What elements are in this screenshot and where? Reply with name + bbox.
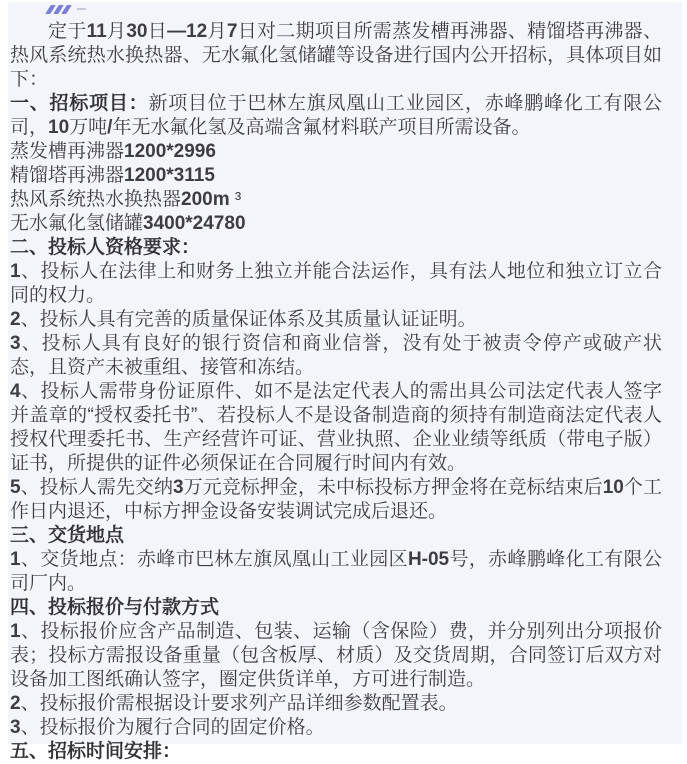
- article-panel: [8, 2, 682, 762]
- para-text: 新项目位于巴林左旗凤凰山工业园区，赤峰鹏峰化工有限公司，10万吨/年无水氟化氢及高端含氟材料联产项目所需设备。: [10, 93, 662, 138]
- para-quotation-3: [10, 716, 662, 740]
- para-text: 3、投标人具有良好的银行资信和商业信誉，没有处于被责令停产或破产状态，且资产未被重组、接管和冻结。: [10, 333, 662, 378]
- para-qualification-4: [10, 380, 662, 476]
- para-text: 1、投标报价应含产品制造、包装、运输（含保险）费，并分别列出分项报价表；投标方需报设备重量（包含板厚、材质）及交货周期，合同签订后双方对设备加工图纸确认签字，圈定供货详单，方可进行制造。: [10, 621, 662, 690]
- para-equipment-storage-tank: [10, 212, 662, 236]
- para-text: 定于11月30日—12月7日对二期项目所需蒸发槽再沸器、精馏塔再沸器、热风系统热水换热器、无水氟化氢储罐等设备进行国内公开招标，具体项目如下：: [10, 21, 662, 90]
- para-text: 5、投标人需先交纳3万元竞标押金，未中标投标方押金将在竞标结束后10个工作日内退还，中标方押金设备安装调试完成后退还。: [10, 477, 662, 522]
- para-text: 4、投标人需带身份证原件、如不是法定代表人的需出具公司法定代表人签字并盖章的“授权委托书”、若投标人不是设备制造商的须持有制造商法定代表人授权代理委托书、生产经营许可证、营业执照、企业业绩等纸质（带电子版）证书，所提供的证件必须保证在合同履行时间内有效。: [10, 381, 662, 474]
- para-qualification-1: [10, 260, 662, 308]
- para-qualification-2: [10, 308, 662, 332]
- para-qualification-3: [10, 332, 662, 380]
- triple-slash-icon: [48, 4, 86, 14]
- para-text: 3、投标报价为履行合同的固定价格。: [10, 717, 325, 738]
- para-text: 2、投标报价需根据设计要求列产品详细参数配置表。: [10, 693, 458, 714]
- section-1-heading: 一、招标项目：: [10, 93, 149, 114]
- para-equipment-evaporator: [10, 140, 662, 164]
- para-quotation-2: [10, 692, 662, 716]
- para-section-3: [10, 524, 662, 548]
- para-text: 精馏塔再沸器1200*3115: [10, 165, 215, 186]
- para-text: 1、投标人在法律上和财务上独立并能合法运作，具有法人地位和独立订立合同的权力。: [10, 261, 662, 306]
- para-text: 无水氟化氢储罐3400*24780: [10, 213, 246, 234]
- para-qualification-5: [10, 476, 662, 524]
- para-text: 2、投标人具有完善的质量保证体系及其质量认证证明。: [10, 309, 477, 330]
- para-section-1: [10, 92, 662, 140]
- para-intro: [10, 20, 662, 92]
- para-equipment-heat-exchanger: [10, 188, 662, 212]
- dash-icon: [77, 8, 86, 10]
- tender-notice-body: [10, 20, 662, 764]
- para-quotation-1: [10, 620, 662, 692]
- section-4-heading: 四、投标报价与付款方式: [10, 597, 220, 618]
- section-5-heading: 五、招标时间安排：: [10, 741, 182, 762]
- para-section-4: [10, 596, 662, 620]
- section-3-heading: 三、交货地点: [10, 525, 125, 546]
- para-text: 蒸发槽再沸器1200*2996: [10, 141, 216, 162]
- para-text: 热风系统热水换热器200m ³: [10, 189, 242, 210]
- para-text: 1、交货地点：赤峰市巴林左旗凤凰山工业园区H-05号，赤峰鹏峰化工有限公司厂内。: [10, 549, 662, 594]
- section-2-heading: 二、投标人资格要求：: [10, 237, 201, 258]
- para-delivery-location: [10, 548, 662, 596]
- para-section-2: [10, 236, 662, 260]
- para-equipment-distillation: [10, 164, 662, 188]
